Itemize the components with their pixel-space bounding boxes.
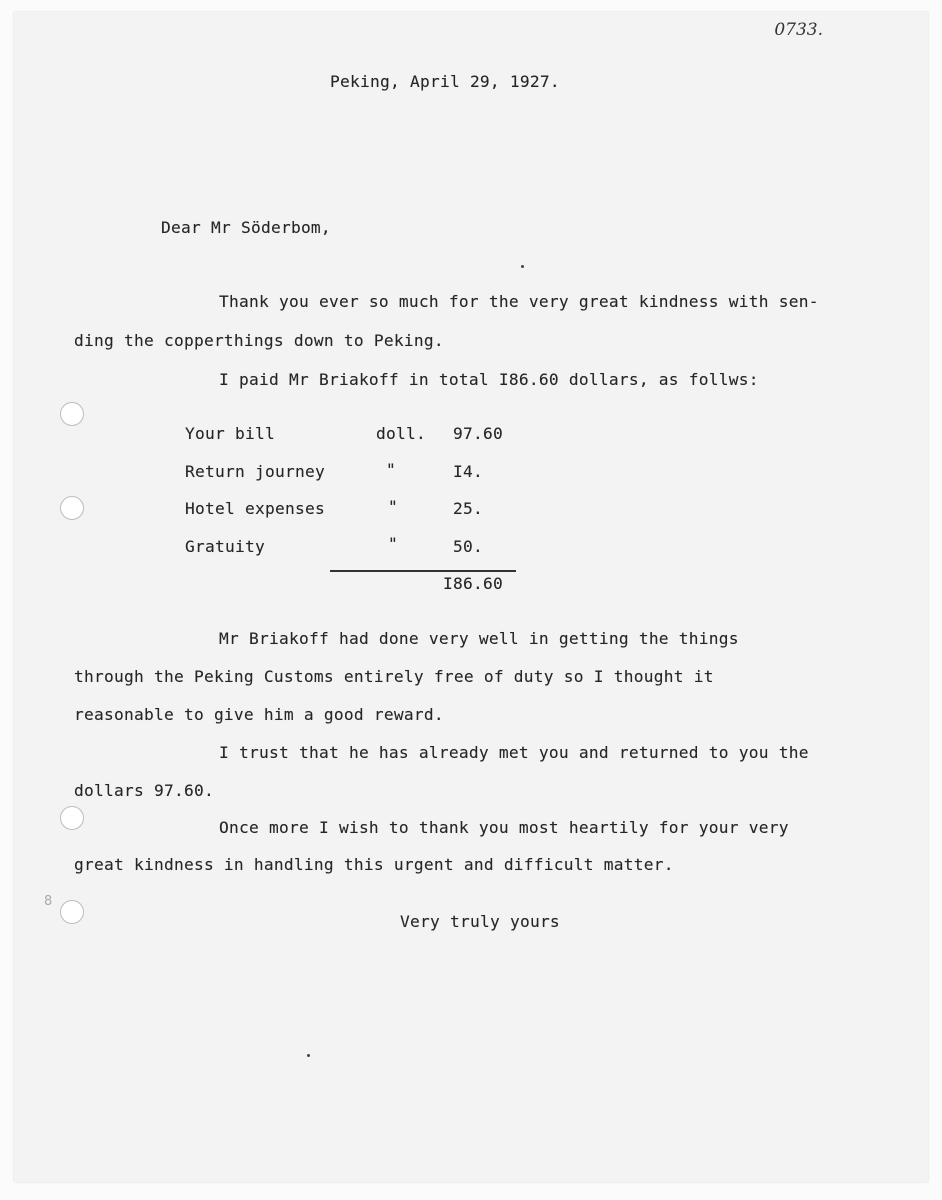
letter-page	[14, 12, 928, 1182]
paragraph-5-line-2: great kindness in handling this urgent and difficult matter.	[74, 855, 674, 874]
closing: Very truly yours	[400, 912, 560, 931]
dateline: Peking, April 29, 1927.	[330, 72, 560, 91]
expense-unit: doll.	[376, 424, 426, 443]
salutation: Dear Mr Söderbom,	[161, 218, 331, 237]
expense-item: Hotel expenses	[185, 499, 325, 518]
archive-number: 0733.	[774, 20, 823, 40]
paragraph-4-line-2: dollars 97.60.	[74, 781, 214, 800]
expense-unit: "	[386, 460, 396, 479]
expense-unit: "	[388, 534, 398, 553]
expense-amount: 97.60	[453, 424, 503, 443]
expense-amount: 25.	[453, 499, 483, 518]
paragraph-1-line-2: ding the copperthings down to Peking.	[74, 331, 444, 350]
paragraph-5-line-1: Once more I wish to thank you most heartily for your very	[219, 818, 789, 837]
paper-speck	[521, 265, 524, 268]
expense-item: Return journey	[185, 462, 325, 481]
paragraph-3-line-2: through the Peking Customs entirely free of duty so I thought it	[74, 667, 714, 686]
paragraph-2: I paid Mr Briakoff in total I86.60 dollars, as follws:	[219, 370, 759, 389]
expense-amount: I4.	[453, 462, 483, 481]
pencil-mark: 8	[44, 894, 53, 909]
expense-item: Your bill	[185, 424, 275, 443]
expense-unit: "	[388, 497, 398, 516]
paper-speck	[307, 1054, 310, 1057]
total-rule	[330, 570, 516, 572]
paragraph-4-line-1: I trust that he has already met you and returned to you the	[219, 743, 809, 762]
expense-amount: 50.	[453, 537, 483, 556]
expense-total: I86.60	[443, 574, 503, 593]
paragraph-3-line-3: reasonable to give him a good reward.	[74, 705, 444, 724]
punch-hole	[60, 496, 84, 520]
punch-hole	[60, 806, 84, 830]
paragraph-1-line-1: Thank you ever so much for the very great kindness with sen-	[219, 292, 819, 311]
punch-hole	[60, 900, 84, 924]
expense-item: Gratuity	[185, 537, 265, 556]
punch-hole	[60, 402, 84, 426]
paragraph-3-line-1: Mr Briakoff had done very well in getting the things	[219, 629, 739, 648]
